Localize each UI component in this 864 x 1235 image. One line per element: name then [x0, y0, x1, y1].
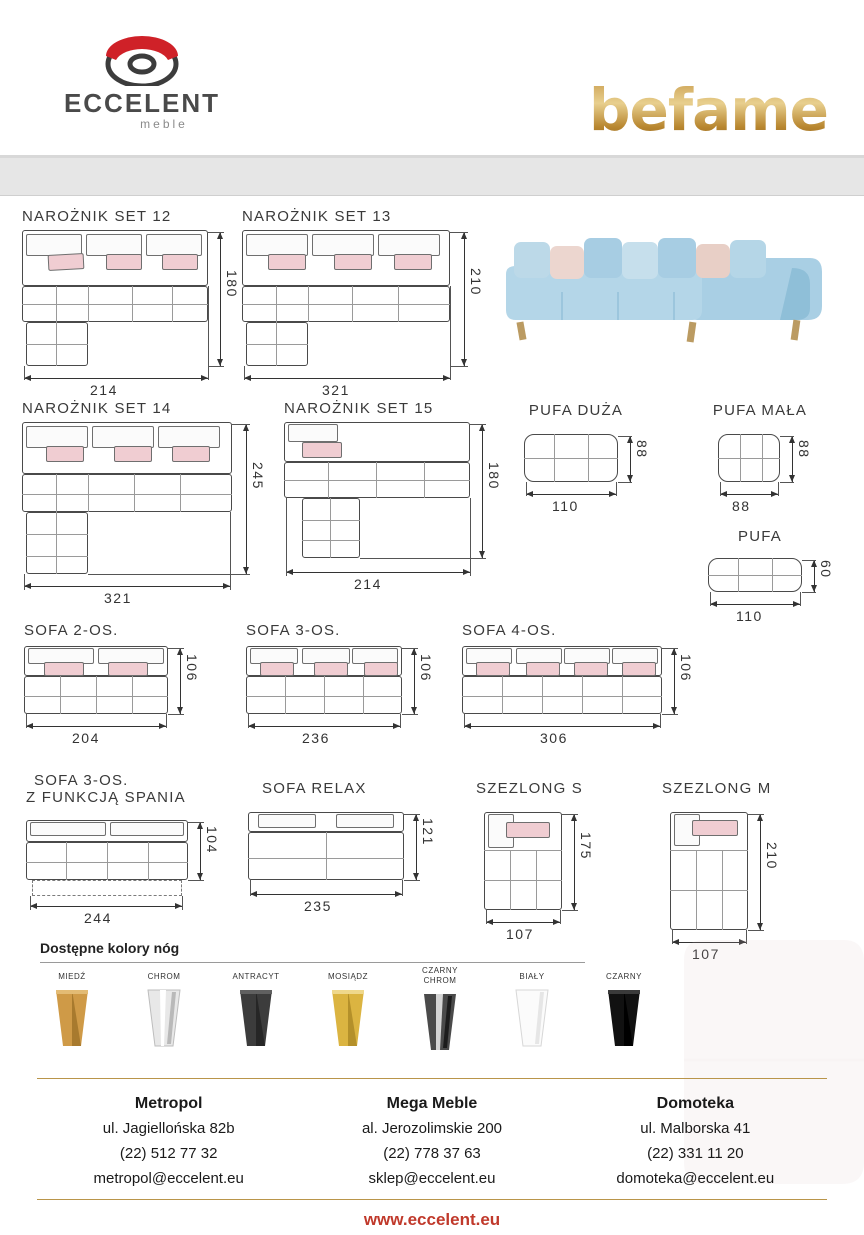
store-address: al. Jerozolimskie 200: [361, 1120, 503, 1137]
dimension-width: 321: [104, 590, 132, 606]
store-name: Domoteka: [656, 1095, 734, 1112]
store-email[interactable]: metropol@eccelent.eu: [93, 1170, 244, 1187]
backrest: [336, 814, 394, 828]
dimension-arrow-vertical: [574, 814, 575, 910]
header-strip: [0, 158, 864, 196]
set14-seat-row: [22, 474, 232, 512]
dimension-width: 321: [322, 382, 350, 398]
dimension-height: 121: [420, 818, 436, 846]
pillow: [526, 662, 560, 676]
leg-icon: [506, 988, 558, 1050]
sofa4-seat-row: [462, 676, 662, 714]
set14-chaise: [26, 512, 88, 574]
product-szezlong-m: [662, 780, 832, 960]
dimension-height: 210: [764, 842, 780, 870]
pillow: [394, 254, 432, 270]
leg-option-mosiadz[interactable]: [302, 972, 394, 1050]
pillow: [364, 662, 398, 676]
dimension-arrow-vertical: [220, 232, 221, 366]
store-email[interactable]: domoteka@eccelent.eu: [616, 1170, 775, 1187]
product-pufa-duza: [516, 402, 650, 514]
product-szezlong-s: [476, 780, 636, 940]
product-pufa-mala: [700, 402, 830, 512]
product-title: PUFA: [738, 528, 782, 545]
leg-option-chrom[interactable]: [118, 972, 210, 1050]
dimension-arrow-horizontal: [526, 494, 616, 495]
dimension-arrow-horizontal: [24, 586, 230, 587]
store-phone: (22) 512 77 32: [119, 1145, 218, 1162]
dimension-width: 244: [84, 910, 112, 926]
pillow: [334, 254, 372, 270]
product-sofa-2os: [24, 622, 220, 746]
dimension-width: 204: [72, 730, 100, 746]
dimension-arrow-vertical: [482, 424, 483, 558]
pillow: [476, 662, 510, 676]
dimension-arrow-horizontal: [250, 894, 402, 895]
dimension-arrow-horizontal: [24, 378, 208, 379]
pillow: [48, 253, 85, 271]
product-title: SOFA RELAX: [262, 780, 367, 797]
product-title: SZEZLONG M: [662, 780, 772, 797]
product-set12: [22, 208, 252, 398]
dimension-arrow-vertical: [414, 648, 415, 714]
dimension-width: 306: [540, 730, 568, 746]
dimension-width: 107: [506, 926, 534, 942]
leg-option-bialy[interactable]: [486, 972, 578, 1050]
legs-section-title: Dostępne kolory nóg: [40, 940, 180, 956]
dimension-arrow-horizontal: [486, 922, 560, 923]
product-set14: [22, 400, 278, 606]
product-title: PUFA MAŁA: [712, 402, 808, 419]
dimension-width: 214: [90, 382, 118, 398]
legs-divider: [40, 962, 585, 963]
store-name: Metropol: [134, 1095, 203, 1112]
dimension-height: 106: [184, 654, 200, 682]
store-phone: (22) 778 37 63: [383, 1145, 481, 1162]
product-title: SOFA 2-OS.: [24, 622, 119, 639]
eccelent-logo-text: ECCELENT: [63, 88, 221, 118]
leg-icon: [414, 992, 466, 1054]
dimension-arrow-vertical: [200, 822, 201, 880]
pillow: [106, 254, 142, 270]
dimension-height: 210: [468, 268, 484, 296]
footer-divider-top: [37, 1078, 827, 1079]
backrest: [288, 424, 338, 442]
dimension-arrow-vertical: [416, 814, 417, 880]
dimension-width: 110: [736, 608, 763, 624]
product-title: NAROŻNIK SET 13: [242, 208, 392, 225]
dimension-width: 214: [354, 576, 382, 592]
page-header: [0, 0, 864, 158]
leg-label: CZARNY: [606, 972, 642, 981]
backrest: [258, 814, 316, 828]
dimension-arrow-horizontal: [30, 906, 182, 907]
leg-option-antracyt[interactable]: [210, 972, 302, 1050]
dimension-width: 110: [552, 498, 579, 514]
pillow: [268, 254, 306, 270]
store-name: Mega Meble: [386, 1095, 478, 1112]
backrest: [246, 234, 308, 256]
store-list: [37, 1091, 827, 1191]
leg-label: BIAŁY: [519, 972, 545, 981]
eccelent-logo-subtext: meble: [140, 117, 188, 131]
dimension-arrow-horizontal: [710, 604, 800, 605]
store-email[interactable]: sklep@eccelent.eu: [368, 1170, 496, 1187]
backrest: [378, 234, 440, 256]
pillow: [506, 822, 550, 838]
product-title: NAROŻNIK SET 12: [22, 208, 172, 225]
leg-label: CZARNY CHROM: [422, 966, 458, 985]
store-mega-meble: [300, 1091, 563, 1191]
store-metropol: [37, 1091, 300, 1191]
leg-label: MIEDŹ: [58, 972, 86, 981]
dimension-arrow-vertical: [760, 814, 761, 930]
dimension-arrow-horizontal: [672, 942, 746, 943]
dimension-height: 88: [634, 440, 650, 459]
dimension-height: 180: [224, 270, 240, 298]
product-set15: [284, 400, 504, 590]
pillow: [622, 662, 656, 676]
leg-icon: [322, 988, 374, 1050]
leg-label: CHROM: [147, 972, 181, 981]
backrest: [158, 426, 220, 448]
dimension-arrow-horizontal: [464, 726, 660, 727]
dimension-height: 60: [818, 560, 834, 579]
product-title-line2: Z FUNKCJĄ SPANIA: [26, 789, 186, 806]
product-sofa-4os: [462, 622, 694, 746]
eccelent-logo: [32, 34, 252, 131]
sleeping-function-extension: [32, 880, 182, 896]
backrest: [92, 426, 154, 448]
store-domoteka: [564, 1091, 827, 1191]
product-title: SOFA 4-OS.: [462, 622, 557, 639]
dimension-arrow-horizontal: [720, 494, 778, 495]
pillow: [162, 254, 198, 270]
sofa-photo: [492, 222, 832, 352]
set15-chaise: [302, 498, 360, 558]
pillow: [260, 662, 294, 676]
store-address: ul. Malborska 41: [640, 1120, 751, 1137]
backrest: [146, 234, 202, 256]
pillow: [692, 820, 738, 836]
dimension-arrow-horizontal: [26, 726, 166, 727]
dimension-height: 104: [204, 826, 220, 854]
dimension-arrow-vertical: [814, 560, 815, 592]
backrest: [30, 822, 106, 836]
befame-brand-text: befame: [589, 76, 828, 144]
footer-divider-bottom: [37, 1199, 827, 1200]
leg-option-miedz[interactable]: [26, 972, 118, 1050]
dimension-arrow-vertical: [246, 424, 247, 574]
backrest: [86, 234, 142, 256]
page-footer: [0, 1078, 864, 1230]
dimension-height: 106: [678, 654, 694, 682]
dimension-width: 236: [302, 730, 330, 746]
backrest: [110, 822, 184, 836]
dimension-arrow-vertical: [674, 648, 675, 714]
leg-icon: [46, 988, 98, 1050]
dimension-arrow-horizontal: [248, 726, 400, 727]
dimension-arrow-vertical: [792, 436, 793, 482]
product-title: NAROŻNIK SET 15: [284, 400, 434, 417]
eccelent-logo-icon: [100, 34, 184, 86]
leg-label: MOSIĄDZ: [328, 972, 368, 981]
store-phone: (22) 331 11 20: [647, 1145, 744, 1162]
pillow: [46, 446, 84, 462]
dimension-height: 106: [418, 654, 434, 682]
pillow: [108, 662, 148, 676]
dimension-height: 180: [486, 462, 502, 490]
pillow: [574, 662, 608, 676]
product-title-line1: SOFA 3-OS.: [34, 772, 129, 789]
pillow: [114, 446, 152, 462]
leg-icon: [138, 988, 190, 1050]
dimension-width: 107: [692, 946, 720, 962]
product-title: SOFA 3-OS.: [246, 622, 341, 639]
dimension-arrow-horizontal: [286, 572, 470, 573]
product-sofa-relax: [248, 780, 448, 920]
website-link[interactable]: www.eccelent.eu: [363, 1210, 501, 1229]
dimension-arrow-vertical: [180, 648, 181, 714]
dimension-arrow-vertical: [464, 232, 465, 366]
dimension-height: 175: [578, 832, 594, 860]
leg-option-czarny-chrom[interactable]: [394, 966, 486, 1054]
leg-icon: [598, 988, 650, 1050]
product-title: NAROŻNIK SET 14: [22, 400, 172, 417]
product-pufa: [700, 528, 834, 628]
product-sofa-3os-spania: [26, 772, 236, 926]
product-sofa-3os: [246, 622, 446, 746]
dimension-height: 88: [796, 440, 812, 459]
product-set13: [242, 208, 492, 398]
pillow: [302, 442, 342, 458]
dimension-width: 88: [732, 498, 751, 514]
dimension-arrow-vertical: [630, 436, 631, 482]
product-title: PUFA DUŻA: [528, 402, 624, 419]
backrest: [312, 234, 374, 256]
store-address: ul. Jagiellońska 82b: [102, 1120, 235, 1137]
pillow: [314, 662, 348, 676]
pillow: [44, 662, 84, 676]
leg-label: ANTRACYT: [232, 972, 280, 981]
dimension-arrow-horizontal: [244, 378, 450, 379]
dimension-width: 235: [304, 898, 332, 914]
leg-option-czarny[interactable]: [578, 972, 670, 1050]
backrest: [26, 426, 88, 448]
pillow: [172, 446, 210, 462]
leg-icon: [230, 988, 282, 1050]
product-title: SZEZLONG S: [476, 780, 584, 797]
dimension-height: 245: [250, 462, 266, 490]
